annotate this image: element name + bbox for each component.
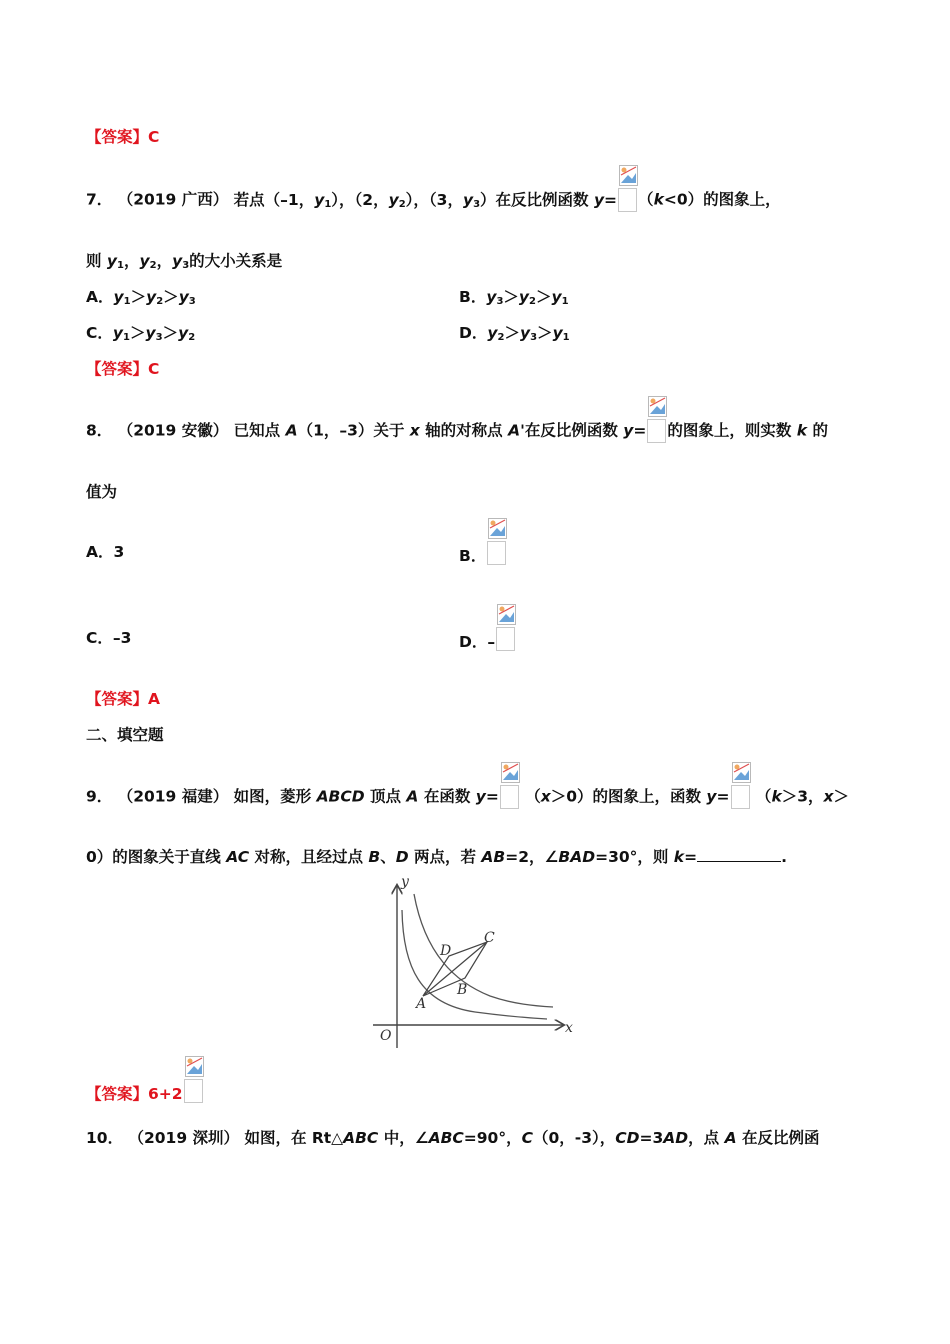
y-label: y — [401, 874, 409, 890]
q10-text: 如图，在 Rt△ABC 中，∠ABC=90°，C（0，-3），CD=3AD，点 A 在反比例函 — [244, 1129, 820, 1147]
broken-image-icon — [501, 762, 521, 784]
formula-image-placeholder — [500, 785, 519, 809]
q8-option-d[interactable]: D．– — [459, 627, 516, 653]
formula-image-placeholder — [647, 419, 666, 443]
answer-9: 【答案】6+2 — [86, 1079, 204, 1105]
curve-outer — [414, 894, 553, 1007]
formula-image-placeholder — [496, 627, 515, 651]
q8-option-a[interactable]: A．3 — [86, 543, 125, 561]
broken-image-icon — [488, 518, 508, 540]
question-9 — [86, 785, 849, 809]
rhombus-hyperbola-diagram — [365, 872, 585, 1052]
q9-text1: 如图，菱形 ABCD 顶点 A 在函数 y= — [233, 787, 499, 806]
q7-option-b[interactable]: B．$y_3>y_2>y_1$ — [459, 288, 569, 307]
q10-number: 10． — [86, 1129, 124, 1147]
broken-image-icon — [185, 1056, 205, 1078]
q9-number: 9． — [86, 787, 113, 806]
q7-line2: 则 $y_1$，$y_2$，$y_3$的大小关系是 — [86, 252, 283, 271]
broken-image-icon — [732, 762, 752, 784]
q7-option-d[interactable]: D．$y_2>y_3>y_1$ — [459, 324, 570, 343]
formula-image-placeholder — [618, 188, 637, 212]
q9-text2: （x＞0）的图象上，函数 y= — [519, 787, 730, 806]
point-a-label: A — [416, 996, 427, 1012]
answer-6: 【答案】C — [86, 128, 160, 146]
q9-source: （2019 福建） — [117, 787, 229, 806]
formula-image-placeholder — [184, 1079, 203, 1103]
answer-blank[interactable] — [697, 847, 781, 862]
q7-text: 若点（–1，$y_1$），（2，$y_2$），（3，$y_3$）在反比例函数 y= — [233, 190, 618, 210]
section-heading: 二、填空题 — [86, 726, 164, 744]
q7-source: （2019 广西） — [117, 190, 229, 209]
x-label: x — [565, 1020, 573, 1036]
q10-source: （2019 深圳） — [128, 1129, 240, 1147]
broken-image-icon — [619, 165, 639, 187]
answer-8: 【答案】A — [86, 690, 160, 708]
q8-line2: 值为 — [86, 483, 118, 501]
question-10 — [86, 1127, 819, 1149]
diagonal-ac — [423, 942, 487, 996]
q7-option-a[interactable]: A．$y_1>y_2>y_3$ — [86, 288, 196, 307]
point-c-label: C — [484, 930, 495, 946]
q7-condition: （k<0）的图象上， — [638, 190, 781, 209]
q8-text: 已知点 A（1，–3）关于 x 轴的对称点 A'在反比例函数 y= — [233, 421, 647, 440]
q8-option-b[interactable]: B． — [459, 541, 507, 567]
answer-7: 【答案】C — [86, 360, 160, 378]
q9-line2: 0）的图象关于直线 AC 对称，且经过点 B、D 两点，若 AB=2，∠BAD=30°，则 k= . — [86, 848, 787, 866]
broken-image-icon — [648, 396, 668, 418]
broken-image-icon — [497, 604, 517, 626]
q8-source: （2019 安徽） — [117, 421, 229, 440]
question-7 — [86, 188, 781, 216]
q9-text3: （k＞3，x＞ — [750, 787, 850, 806]
origin-label: O — [380, 1028, 392, 1044]
point-b-label: B — [457, 982, 468, 998]
formula-image-placeholder — [487, 541, 506, 565]
q7-number: 7． — [86, 190, 113, 209]
point-d-label: D — [440, 943, 452, 959]
q8-text-after: 的图象上，则实数 k 的 — [667, 421, 828, 440]
q9-figure — [365, 872, 585, 1056]
formula-image-placeholder — [731, 785, 750, 809]
q8-option-c[interactable]: C．–3 — [86, 629, 132, 647]
q7-option-c[interactable]: C．$y_1>y_3>y_2$ — [86, 324, 196, 343]
q8-number: 8． — [86, 421, 113, 440]
question-8 — [86, 419, 828, 443]
